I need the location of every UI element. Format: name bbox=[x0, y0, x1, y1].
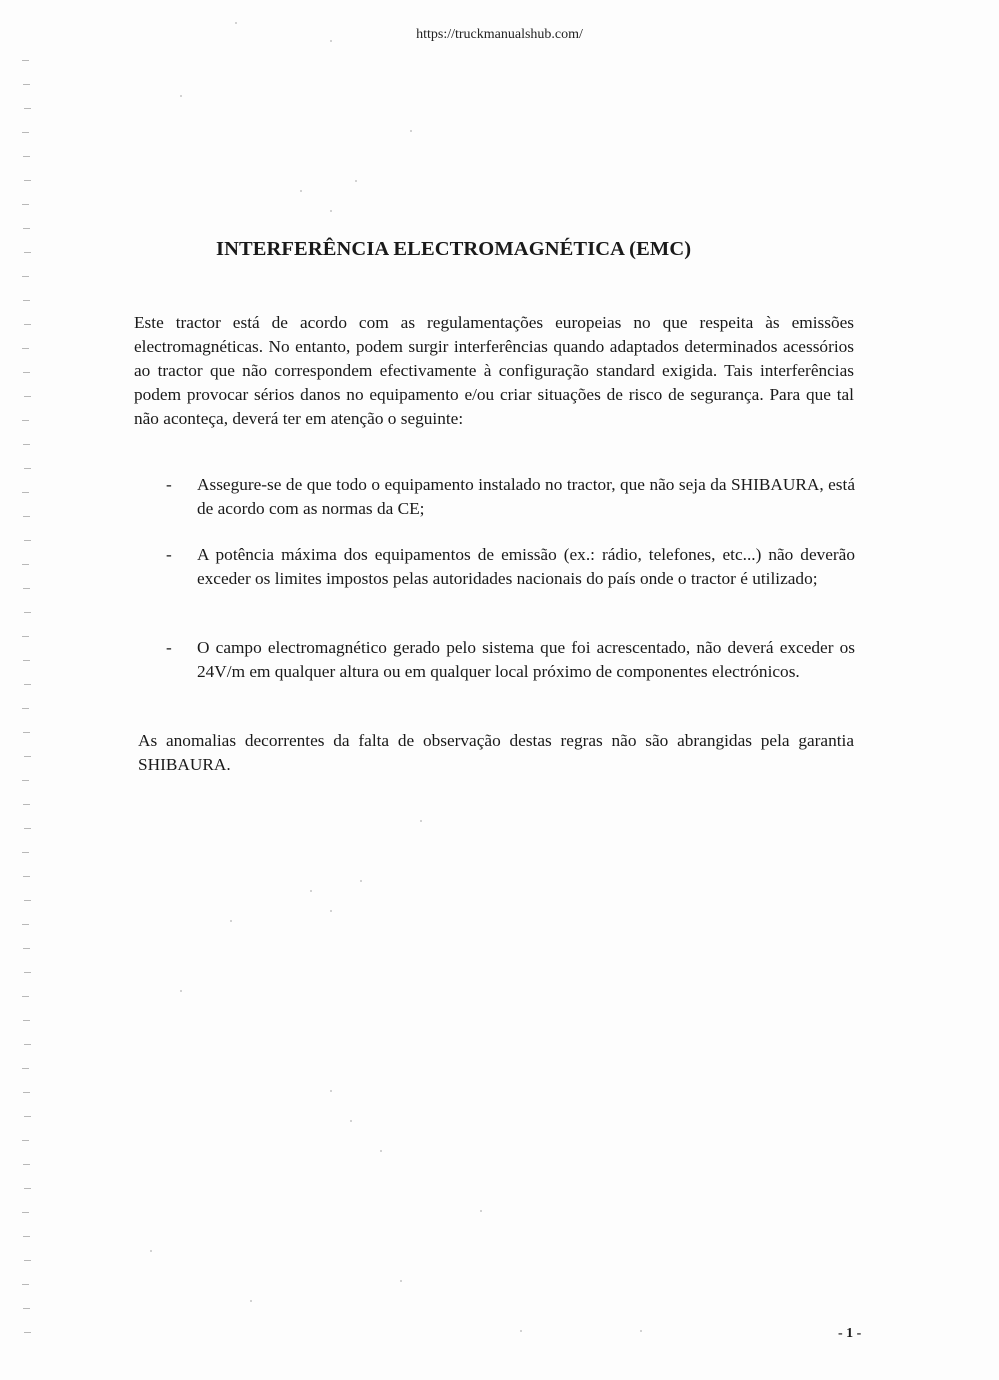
binding-tick bbox=[24, 468, 31, 469]
binding-tick bbox=[24, 540, 31, 541]
scan-speck bbox=[150, 1250, 152, 1252]
binding-tick bbox=[23, 84, 30, 85]
binding-tick bbox=[22, 132, 29, 133]
binding-tick bbox=[23, 804, 30, 805]
intro-paragraph: Este tractor está de acordo com as regulamentações europeias no que respeita às emissões electromagnéticas. No entanto, podem surgir interferências quando adaptados determinados acessórios ao tractor que não correspondem efectivamente à configuração standard exigida. Tais interferências podem provocar sérios danos no equipamento e/ou criar situações de risco de segurança. Para que tal não aconteça, deverá ter em atenção o seguinte: bbox=[134, 313, 854, 428]
bullet-marker: - bbox=[166, 475, 172, 494]
scan-speck bbox=[520, 1330, 522, 1332]
binding-tick bbox=[23, 876, 30, 877]
binding-tick bbox=[22, 1284, 29, 1285]
bullet-marker: - bbox=[166, 545, 172, 564]
binding-tick bbox=[22, 852, 29, 853]
binding-tick bbox=[23, 660, 30, 661]
binding-tick bbox=[24, 756, 31, 757]
binding-tick bbox=[24, 1116, 31, 1117]
binding-tick bbox=[23, 1092, 30, 1093]
binding-tick bbox=[24, 900, 31, 901]
binding-tick bbox=[24, 180, 31, 181]
scan-speck bbox=[380, 1150, 382, 1152]
binding-tick bbox=[22, 780, 29, 781]
scan-speck bbox=[400, 1280, 402, 1282]
binding-tick bbox=[22, 636, 29, 637]
binding-tick bbox=[24, 1260, 31, 1261]
binding-tick bbox=[24, 972, 31, 973]
binding-tick bbox=[22, 924, 29, 925]
scan-speck bbox=[360, 880, 362, 882]
scan-binding-edge bbox=[22, 60, 36, 1360]
binding-tick bbox=[22, 492, 29, 493]
binding-tick bbox=[24, 324, 31, 325]
bullet-text: Assegure-se de que todo o equipamento instalado no tractor, que não seja da SHIBAURA, está de acordo com as normas da CE; bbox=[197, 475, 855, 518]
binding-tick bbox=[22, 1068, 29, 1069]
scan-speck bbox=[350, 1120, 352, 1122]
page-title: INTERFERÊNCIA ELECTROMAGNÉTICA (EMC) bbox=[216, 238, 692, 260]
binding-tick bbox=[24, 1188, 31, 1189]
binding-tick bbox=[22, 996, 29, 997]
scan-speck bbox=[250, 1300, 252, 1302]
binding-tick bbox=[23, 1308, 30, 1309]
scan-speck bbox=[230, 920, 232, 922]
binding-tick bbox=[24, 612, 31, 613]
source-url[interactable]: https://truckmanualshub.com/ bbox=[416, 27, 583, 42]
binding-tick bbox=[23, 1164, 30, 1165]
binding-tick bbox=[23, 372, 30, 373]
binding-tick bbox=[22, 1140, 29, 1141]
binding-tick bbox=[24, 1332, 31, 1333]
binding-tick bbox=[24, 684, 31, 685]
binding-tick bbox=[22, 708, 29, 709]
binding-tick bbox=[23, 444, 30, 445]
binding-tick bbox=[24, 1044, 31, 1045]
scan-speck bbox=[300, 190, 302, 192]
binding-tick bbox=[23, 156, 30, 157]
binding-tick bbox=[23, 300, 30, 301]
binding-tick bbox=[22, 276, 29, 277]
page-number: - 1 - bbox=[838, 1326, 862, 1341]
binding-tick bbox=[23, 516, 30, 517]
scan-speck bbox=[180, 95, 182, 97]
bullet-text: A potência máxima dos equipamentos de emissão (ex.: rádio, telefones, etc...) não deverão exceder os limites impostos pelas autoridades nacionais do país onde o tractor é utilizado; bbox=[197, 545, 855, 588]
scan-speck bbox=[330, 910, 332, 912]
scan-speck bbox=[410, 130, 412, 132]
scan-speck bbox=[330, 40, 332, 42]
binding-tick bbox=[22, 348, 29, 349]
scan-speck bbox=[355, 180, 357, 182]
bullet-text: O campo electromagnético gerado pelo sistema que foi acrescentado, não deverá exceder os 24V/m em qualquer altura ou em qualquer local próximo de componentes electrónicos. bbox=[197, 638, 855, 681]
binding-tick bbox=[24, 108, 31, 109]
binding-tick bbox=[22, 564, 29, 565]
binding-tick bbox=[23, 588, 30, 589]
binding-tick bbox=[23, 948, 30, 949]
binding-tick bbox=[22, 420, 29, 421]
binding-tick bbox=[22, 1212, 29, 1213]
scan-speck bbox=[640, 1330, 642, 1332]
binding-tick bbox=[23, 1020, 30, 1021]
scan-speck bbox=[480, 1210, 482, 1212]
scan-speck bbox=[235, 22, 237, 24]
scan-speck bbox=[420, 820, 422, 822]
binding-tick bbox=[23, 228, 30, 229]
binding-tick bbox=[24, 828, 31, 829]
scan-speck bbox=[330, 210, 332, 212]
scan-speck bbox=[180, 990, 182, 992]
binding-tick bbox=[24, 252, 31, 253]
bullet-marker: - bbox=[166, 638, 172, 657]
binding-tick bbox=[23, 1236, 30, 1237]
scan-speck bbox=[310, 890, 312, 892]
closing-paragraph: As anomalias decorrentes da falta de observação destas regras não são abrangidas pela garantia SHIBAURA. bbox=[138, 731, 854, 774]
binding-tick bbox=[22, 204, 29, 205]
scan-speck bbox=[330, 1090, 332, 1092]
binding-tick bbox=[22, 60, 29, 61]
binding-tick bbox=[23, 732, 30, 733]
binding-tick bbox=[24, 396, 31, 397]
